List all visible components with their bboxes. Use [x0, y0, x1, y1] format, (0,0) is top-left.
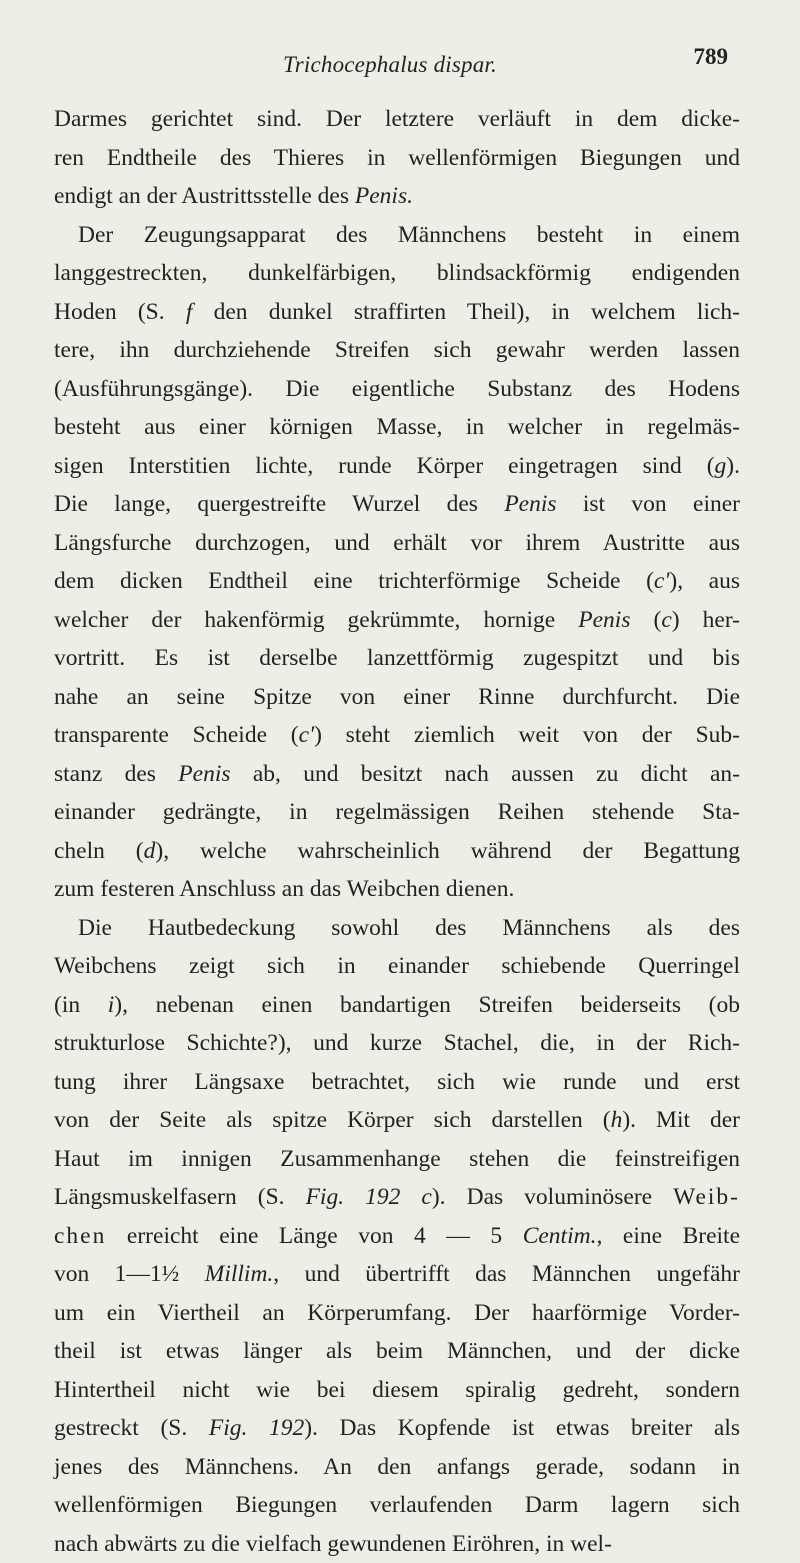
- italic-run: d: [144, 838, 156, 864]
- text-line: [54, 1217, 740, 1256]
- italic-run: Penis: [504, 491, 556, 517]
- text-line: [54, 1448, 740, 1487]
- text-line: [54, 947, 740, 986]
- text-line: [54, 1371, 740, 1410]
- text-run: strukturlose Schichte?), und kurze Stachel, die, in der Rich-: [54, 1030, 740, 1056]
- text-line: [54, 139, 740, 178]
- text-line: [54, 793, 740, 832]
- text-run: Darmes gerichtet sind. Der letztere verläuft in dem dicke-: [54, 106, 740, 132]
- text-run: sigen Interstitien lichte, runde Körper eingetragen sind (: [54, 453, 715, 479]
- text-run: zum festeren Anschluss an das Weibchen dienen.: [54, 876, 514, 902]
- running-title: Trichocephalus dispar.: [60, 52, 720, 78]
- text-line: [54, 1024, 740, 1063]
- text-line: [54, 293, 740, 332]
- text-run: einander gedrängte, in regelmässigen Reihen stehende Sta-: [54, 799, 740, 825]
- paragraph: [54, 909, 740, 1563]
- text-line: [54, 447, 740, 486]
- italic-run: h: [611, 1107, 623, 1133]
- text-run: welcher der hakenförmig gekrümmte, hornige: [54, 607, 578, 633]
- text-line: [54, 678, 740, 717]
- italic-run: c': [654, 568, 669, 594]
- text-line: [54, 216, 740, 255]
- text-run: dem dicken Endtheil eine trichterförmige Scheide (: [54, 568, 654, 594]
- italic-run: g: [715, 453, 727, 479]
- spaced-run: Weib-: [673, 1184, 740, 1210]
- text-line: [54, 601, 740, 640]
- italic-run: i: [108, 992, 115, 1018]
- text-run: Hoden (S.: [54, 299, 186, 325]
- text-run: ), aus: [669, 568, 740, 594]
- text-run: ist von einer: [557, 491, 740, 517]
- text-run: cheln (: [54, 838, 144, 864]
- text-run: tung ihrer Längsaxe betrachtet, sich wie runde und erst: [54, 1069, 740, 1095]
- text-line: [54, 986, 740, 1025]
- text-line: [54, 1409, 740, 1448]
- text-run: Die lange, quergestreifte Wurzel des: [54, 491, 504, 517]
- text-run: ab, und besitzt nach aussen zu dicht an-: [231, 761, 741, 787]
- text-run: Weibchens zeigt sich in einander schiebende Querringel: [54, 953, 740, 979]
- text-run: nach abwärts zu die vielfach gewundenen Eiröhren, in wel-: [54, 1531, 612, 1557]
- spaced-run: chen: [54, 1223, 106, 1249]
- text-run: nahe an seine Spitze von einer Rinne durchfurcht. Die: [54, 684, 740, 710]
- text-run: von der Seite als spitze Körper sich darstellen (: [54, 1107, 611, 1133]
- text-line: [54, 1178, 740, 1217]
- text-line: [54, 639, 740, 678]
- text-line: [54, 1255, 740, 1294]
- text-run: ). Mit der: [622, 1107, 740, 1133]
- text-line: [54, 524, 740, 563]
- text-run: Längsmuskelfasern (S.: [54, 1184, 306, 1210]
- text-run: von 1—1½: [54, 1261, 205, 1287]
- paragraph: [54, 100, 740, 216]
- italic-run: Fig. 192: [209, 1415, 304, 1441]
- text-run: um ein Viertheil an Körperumfang. Der haarförmige Vorder-: [54, 1300, 740, 1326]
- italic-run: c': [299, 722, 314, 748]
- text-line: [54, 1294, 740, 1333]
- text-run: ). Das voluminösere: [432, 1184, 673, 1210]
- text-run: theil ist etwas länger als beim Männchen, und der dicke: [54, 1338, 740, 1364]
- text-run: endigt an der Austrittsstelle des: [54, 183, 355, 209]
- text-run: , und übertrifft das Männchen ungefähr: [273, 1261, 740, 1287]
- text-run: ), welche wahrscheinlich während der Begattung: [155, 838, 740, 864]
- text-line: [54, 755, 740, 794]
- text-line: [54, 1063, 740, 1102]
- text-run: ren Endtheile des Thieres in wellenförmigen Biegungen und: [54, 145, 740, 171]
- text-run: (in: [54, 992, 108, 1018]
- text-line: [54, 100, 740, 139]
- italic-run: Penis: [578, 607, 630, 633]
- italic-run: Millim.: [205, 1261, 274, 1287]
- text-line: [54, 870, 740, 909]
- text-run: ) steht ziemlich weit von der Sub-: [314, 722, 740, 748]
- text-run: wellenförmigen Biegungen verlaufenden Darm lagern sich: [54, 1492, 740, 1518]
- italic-run: Fig. 192 c: [306, 1184, 432, 1210]
- text-run: langgestreckten, dunkelfärbigen, blindsackförmig endigenden: [54, 260, 740, 286]
- text-run: Längsfurche durchzogen, und erhält vor ihrem Austritte aus: [54, 530, 740, 556]
- text-run: (: [630, 607, 661, 633]
- text-run: Die Hautbedeckung sowohl des Männchens als des: [78, 915, 740, 941]
- text-line: [54, 408, 740, 447]
- text-run: Hintertheil nicht wie bei diesem spiralig gedreht, sondern: [54, 1377, 740, 1403]
- text-run: stanz des: [54, 761, 178, 787]
- body-text: [54, 100, 740, 1563]
- text-run: transparente Scheide (: [54, 722, 299, 748]
- italic-run: c: [661, 607, 671, 633]
- text-line: [54, 1101, 740, 1140]
- italic-run: f: [186, 299, 193, 325]
- text-line: [54, 716, 740, 755]
- running-head: [60, 52, 720, 92]
- italic-run: Centim.: [523, 1223, 597, 1249]
- italic-run: Penis.: [355, 183, 413, 209]
- text-run: (Ausführungsgänge). Die eigentliche Substanz des Hodens: [54, 376, 740, 402]
- text-run: Haut im innigen Zusammenhange stehen die feinstreifigen: [54, 1146, 740, 1172]
- text-run: ). Das Kopfende ist etwas breiter als: [304, 1415, 740, 1441]
- text-line: [54, 177, 740, 216]
- page-number: 789: [694, 44, 729, 70]
- text-run: erreicht eine Länge von 4 — 5: [106, 1223, 522, 1249]
- text-run: ) her-: [672, 607, 740, 633]
- text-run: Der Zeugungsapparat des Männchens besteht in einem: [78, 222, 740, 248]
- text-line: [54, 1525, 740, 1563]
- text-line: [54, 1332, 740, 1371]
- text-line: [54, 562, 740, 601]
- text-run: jenes des Männchens. An den anfangs gerade, sodann in: [54, 1454, 740, 1480]
- text-line: [54, 370, 740, 409]
- text-line: [54, 1486, 740, 1525]
- text-run: tere, ihn durchziehende Streifen sich gewahr werden lassen: [54, 337, 740, 363]
- text-line: [54, 1140, 740, 1179]
- text-line: [54, 909, 740, 948]
- text-line: [54, 254, 740, 293]
- text-run: ), nebenan einen bandartigen Streifen beiderseits (ob: [114, 992, 740, 1018]
- text-run: vortritt. Es ist derselbe lanzettförmig zugespitzt und bis: [54, 645, 740, 671]
- text-line: [54, 331, 740, 370]
- paragraph: [54, 216, 740, 909]
- text-run: gestreckt (S.: [54, 1415, 209, 1441]
- text-run: , eine Breite: [596, 1223, 740, 1249]
- text-run: den dunkel straffirten Theil), in welchem lich-: [192, 299, 740, 325]
- italic-run: Penis: [178, 761, 230, 787]
- text-run: besteht aus einer körnigen Masse, in welcher in regelmäs-: [54, 414, 740, 440]
- text-line: [54, 832, 740, 871]
- text-line: [54, 485, 740, 524]
- text-run: ).: [726, 453, 740, 479]
